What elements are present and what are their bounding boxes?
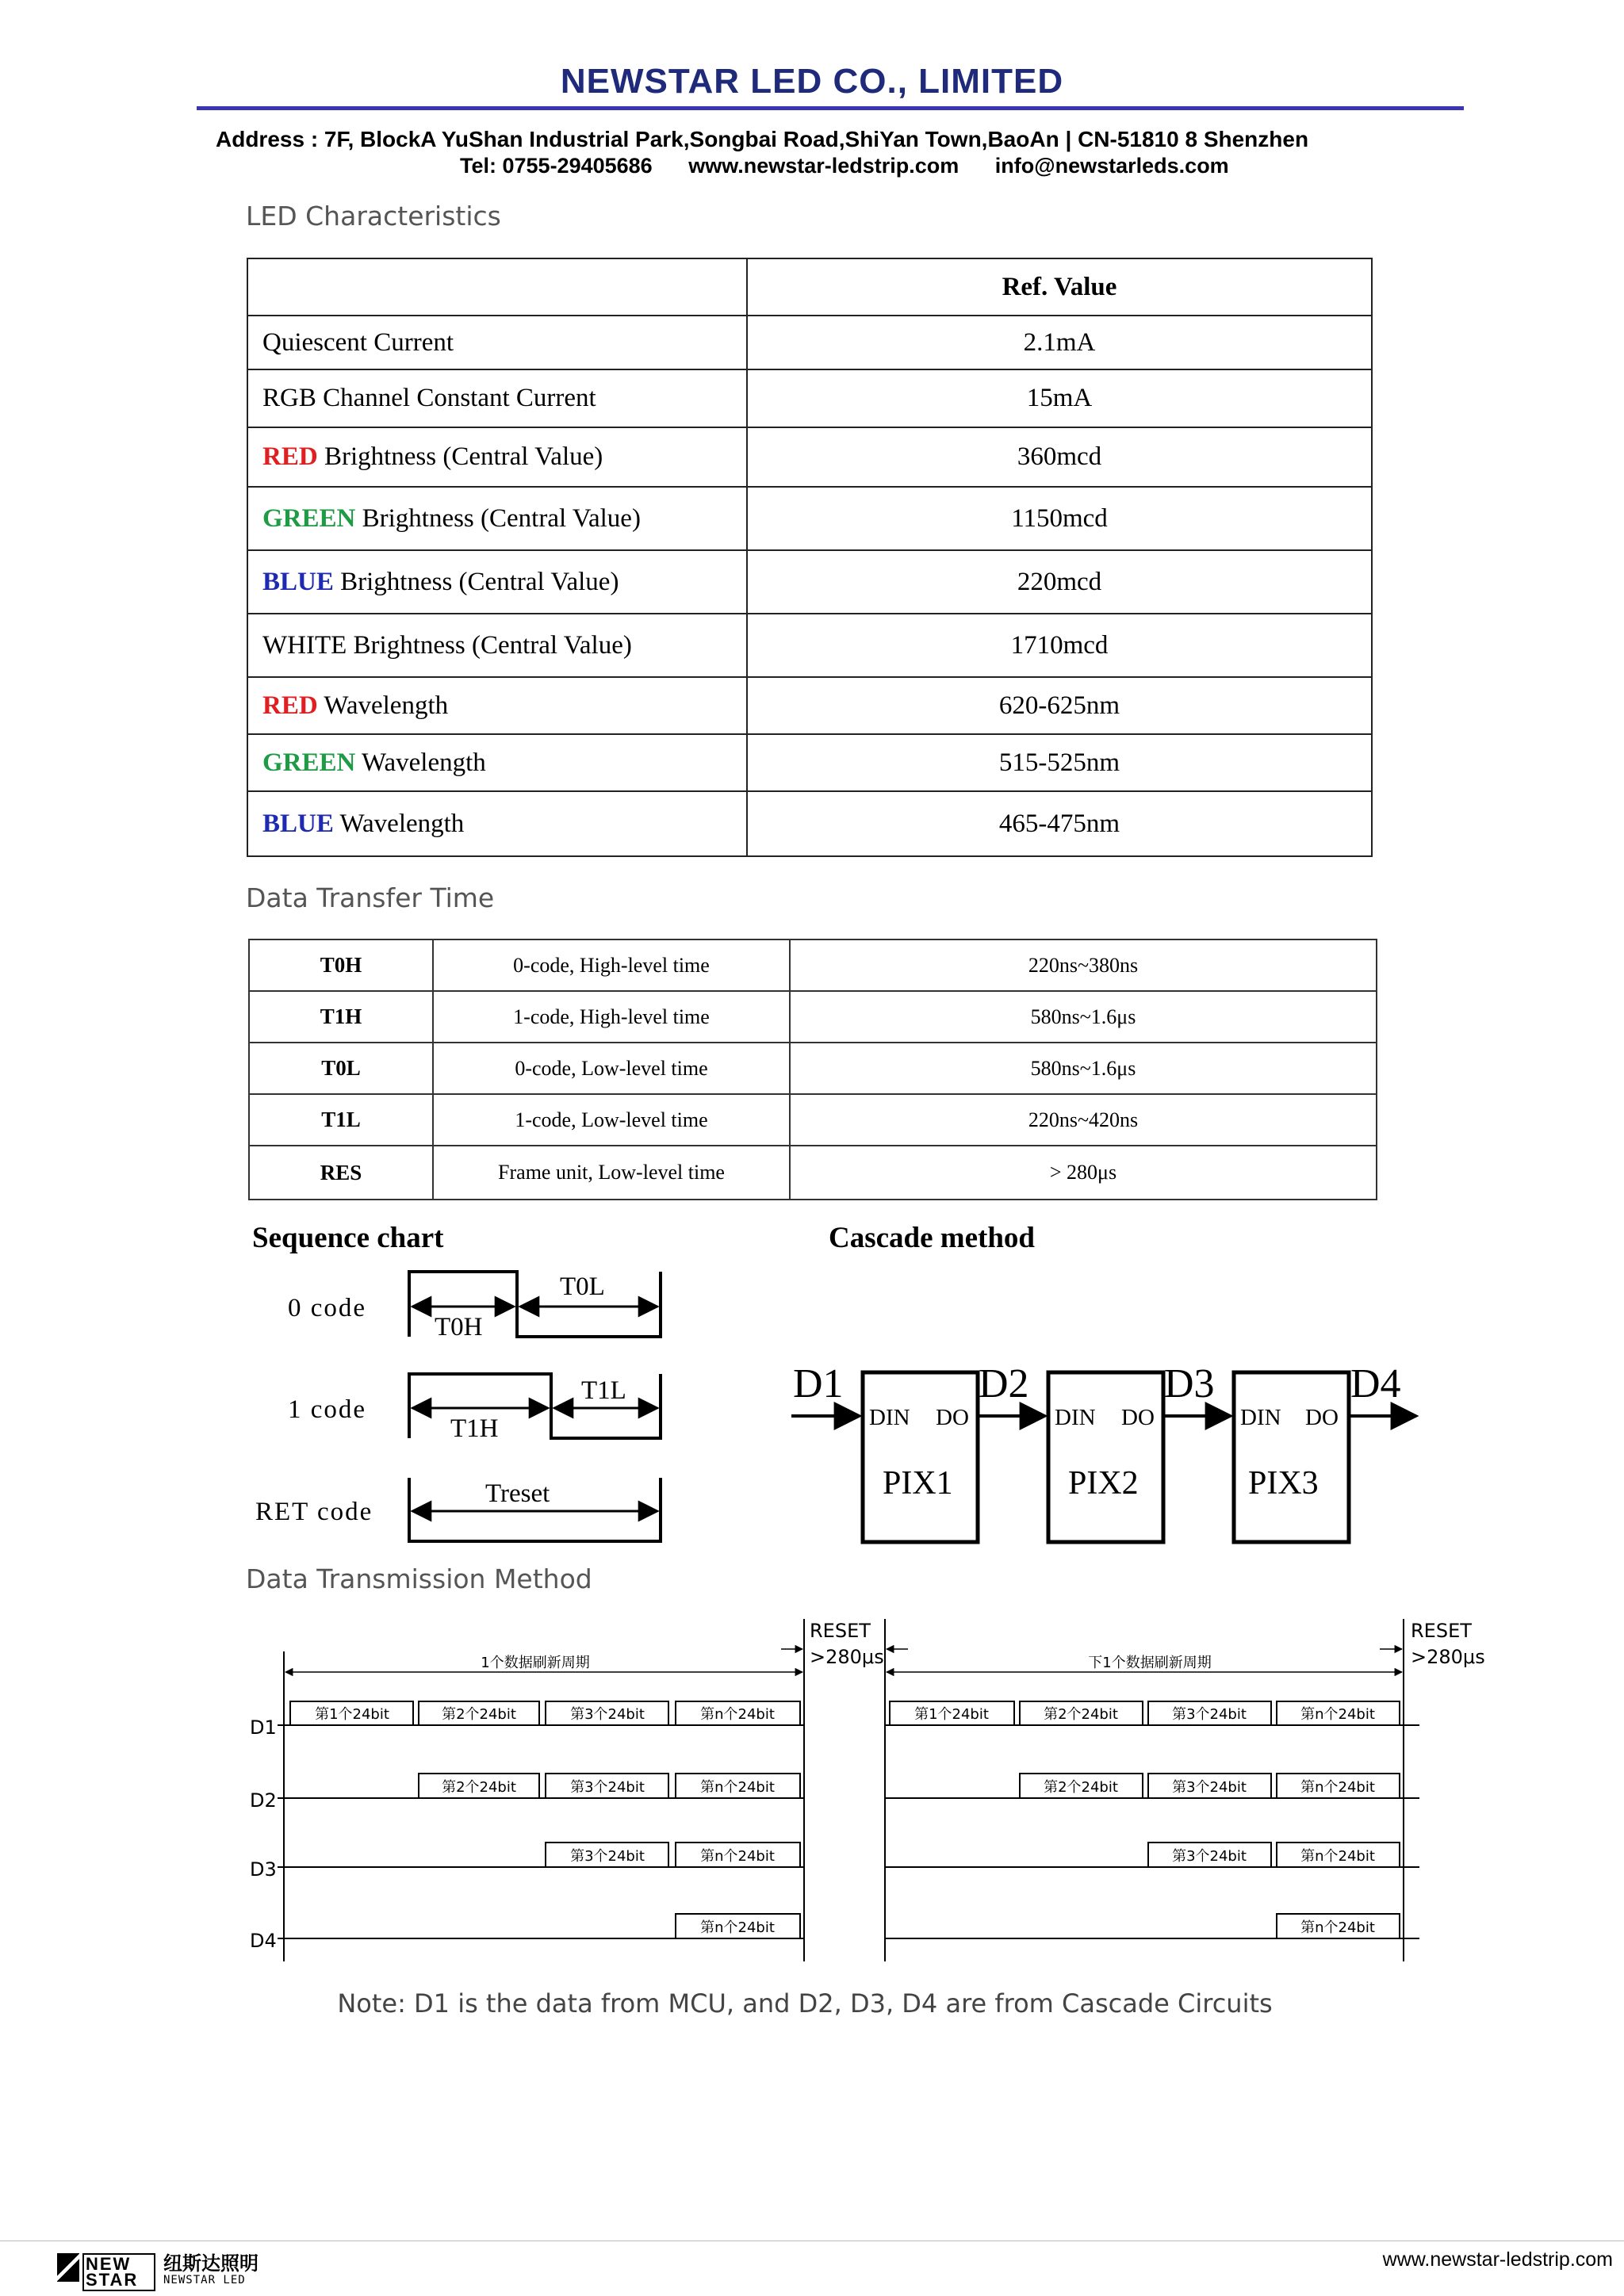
bit-label: 第1个24bit [315, 1706, 389, 1723]
pix1-box [863, 1372, 978, 1542]
param-cell [247, 487, 747, 550]
table-row [247, 550, 1372, 614]
data-transfer-title: Data Transfer Time [246, 882, 495, 913]
logo-sub: NEWSTAR LED [163, 2274, 246, 2286]
param-cell [247, 550, 747, 614]
table-row [247, 427, 1372, 487]
transmission-diagram [0, 1609, 1624, 1974]
param-cell [247, 614, 747, 677]
desc-cell: 0-code, Low-level time [433, 1043, 790, 1094]
param-value: 465-475nm [747, 791, 1372, 856]
period2-label: 下1个数据刷新周期 [1088, 1655, 1212, 1671]
led-characteristics-title: LED Characteristics [246, 201, 501, 232]
bit-label: 第n个24bit [1300, 1848, 1375, 1865]
pix1-label: PIX1 [883, 1465, 953, 1502]
value-cell: 220ns~380ns [790, 939, 1377, 991]
reset2-label: RESET [1411, 1620, 1472, 1642]
logo-wordmark: NEW STAR [82, 2253, 155, 2291]
bit-label: 第n个24bit [700, 1848, 775, 1865]
color-prefix-red: RED [262, 691, 318, 720]
contact-line [460, 154, 1259, 178]
bit-label: 第1个24bit [914, 1706, 989, 1723]
table-header-row [247, 258, 1372, 316]
t1h-label: T1H [450, 1414, 499, 1443]
table-row [247, 369, 1372, 427]
param-value: 2.1mA [747, 316, 1372, 369]
code0-label: 0 code [288, 1294, 367, 1322]
bit-label: 第n个24bit [700, 1919, 775, 1936]
param-label: Wavelength [317, 691, 449, 720]
param-value: 220mcd [747, 550, 1372, 614]
color-prefix-blue: BLUE [262, 809, 334, 838]
param-label: Brightness (Central Value) [317, 442, 603, 471]
param-cell [247, 427, 747, 487]
pix2-box [1048, 1372, 1163, 1542]
color-prefix-green: GREEN [262, 503, 356, 533]
timing-diagrams [0, 1205, 1624, 1554]
table-row [249, 1043, 1377, 1094]
desc-cell: 0-code, High-level time [433, 939, 790, 991]
code-cell: T1L [249, 1094, 433, 1146]
desc-cell: 1-code, High-level time [433, 991, 790, 1043]
company-name: NEWSTAR LED CO., LIMITED [560, 62, 1064, 101]
t0l-label: T0L [560, 1272, 605, 1301]
param-value: 1710mcd [747, 614, 1372, 677]
param-cell [247, 734, 747, 791]
value-cell: > 280μs [790, 1146, 1377, 1200]
bit-label: 第3个24bit [1172, 1706, 1247, 1723]
ref-value-header: Ref. Value [747, 258, 1372, 316]
treset-label: Treset [485, 1479, 550, 1508]
bit-label: 第3个24bit [570, 1779, 645, 1796]
table-row [247, 677, 1372, 734]
code1-label: 1 code [288, 1395, 367, 1424]
pix2-do: DO [1121, 1405, 1155, 1430]
table-row [247, 316, 1372, 369]
param-label: RGB Channel Constant Current [262, 384, 596, 412]
param-value: 515-525nm [747, 734, 1372, 791]
bit-label: 第2个24bit [1044, 1779, 1118, 1796]
footer-website-link[interactable]: www.newstar-ledstrip.com [1382, 2248, 1613, 2271]
pix2-din: DIN [1055, 1405, 1096, 1430]
param-value: 1150mcd [747, 487, 1372, 550]
reset1-time: >280μs [810, 1646, 884, 1668]
cascade-d3: D3 [1164, 1361, 1215, 1406]
data-lines [278, 1725, 1419, 1938]
bit-label: 第2个24bit [442, 1706, 516, 1723]
header-rule [197, 106, 1464, 110]
bit-label: 第3个24bit [1172, 1848, 1247, 1865]
pix3-do: DO [1305, 1405, 1339, 1430]
logo-mark-icon [57, 2253, 79, 2282]
table-row [249, 939, 1377, 991]
bit-label: 第3个24bit [570, 1848, 645, 1865]
pix1-din: DIN [869, 1405, 910, 1430]
code-cell: T1H [249, 991, 433, 1043]
code-cell: T0H [249, 939, 433, 991]
t1l-label: T1L [581, 1376, 626, 1405]
pix3-din: DIN [1240, 1405, 1281, 1430]
desc-cell: 1-code, Low-level time [433, 1094, 790, 1146]
bit-labels [315, 1706, 1375, 1936]
code-cell: T0L [249, 1043, 433, 1094]
logo-text-block [163, 2253, 259, 2286]
email-link[interactable]: info@newstarleds.com [994, 154, 1229, 178]
bit-label: 第n个24bit [700, 1779, 775, 1796]
ret-code-label: RET code [255, 1498, 373, 1526]
table-row [249, 1146, 1377, 1200]
line-d1-label: D1 [250, 1716, 277, 1739]
code-cell: RES [249, 1146, 433, 1200]
logo-cn: 纽斯达照明 [163, 2252, 259, 2275]
cascade-d1: D1 [793, 1361, 844, 1406]
value-cell: 580ns~1.6μs [790, 991, 1377, 1043]
table-header-empty [247, 258, 747, 316]
pix2-label: PIX2 [1068, 1465, 1139, 1502]
color-prefix-green: GREEN [262, 748, 356, 777]
bit-blocks [290, 1701, 1400, 1938]
bit-label: 第n个24bit [1300, 1779, 1375, 1796]
bit-label: 第n个24bit [700, 1706, 775, 1723]
cascade-d2: D2 [979, 1361, 1029, 1406]
company-address: Address : 7F, BlockA YuShan Industrial Park,Songbai Road,ShiYan Town,BaoAn | CN-51810 8 Shenzhen [216, 127, 1309, 151]
telephone: Tel: 0755-29405686 [460, 154, 653, 178]
line-d4-label: D4 [250, 1930, 277, 1952]
pix1-do: DO [936, 1405, 969, 1430]
param-cell [247, 791, 747, 856]
t0h-label: T0H [435, 1313, 483, 1341]
param-cell [247, 316, 747, 369]
cascade-method-title: Cascade method [829, 1222, 1036, 1254]
pix3-box [1234, 1372, 1349, 1542]
pix3-label: PIX3 [1248, 1465, 1319, 1502]
data-transfer-table [248, 939, 1377, 1200]
param-cell [247, 677, 747, 734]
bit-label: 第2个24bit [442, 1779, 516, 1796]
param-label: Wavelength [355, 748, 486, 777]
transmission-title: Data Transmission Method [246, 1563, 592, 1594]
param-cell [247, 369, 747, 427]
bit-label: 第n个24bit [1300, 1919, 1375, 1936]
reset2-time: >280μs [1411, 1646, 1485, 1668]
table-row [247, 487, 1372, 550]
param-label: Quiescent Current [262, 327, 454, 357]
param-value: 15mA [747, 369, 1372, 427]
color-prefix-red: RED [262, 442, 318, 471]
line-d2-label: D2 [250, 1789, 277, 1812]
param-value: 620-625nm [747, 677, 1372, 734]
desc-cell: Frame unit, Low-level time [433, 1146, 790, 1200]
period1-label: 1个数据刷新周期 [481, 1655, 590, 1671]
value-cell: 580ns~1.6μs [790, 1043, 1377, 1094]
reset1-label: RESET [810, 1620, 871, 1642]
led-characteristics-table [247, 258, 1373, 857]
bit-label: 第2个24bit [1044, 1706, 1118, 1723]
value-cell: 220ns~420ns [790, 1094, 1377, 1146]
param-label: Wavelength [333, 809, 465, 838]
cascade-d4: D4 [1350, 1361, 1401, 1406]
param-label: WHITE Brightness (Central Value) [262, 630, 632, 660]
table-row [247, 734, 1372, 791]
color-prefix-blue: BLUE [262, 567, 334, 596]
website-link[interactable]: www.newstar-ledstrip.com [688, 154, 959, 178]
param-label: Brightness (Central Value) [355, 503, 641, 533]
table-row [247, 791, 1372, 856]
param-label: Brightness (Central Value) [333, 567, 619, 596]
company-logo [57, 2253, 259, 2291]
table-row [247, 614, 1372, 677]
table-row [249, 991, 1377, 1043]
footnote: Note: D1 is the data from MCU, and D2, D3, D4 are from Cascade Circuits [337, 1988, 1273, 2019]
bit-label: 第n个24bit [1300, 1706, 1375, 1723]
param-value: 360mcd [747, 427, 1372, 487]
sequence-chart-title: Sequence chart [252, 1222, 444, 1254]
table-row [249, 1094, 1377, 1146]
bit-label: 第3个24bit [1172, 1779, 1247, 1796]
line-d3-label: D3 [250, 1858, 277, 1881]
bit-label: 第3个24bit [570, 1706, 645, 1723]
